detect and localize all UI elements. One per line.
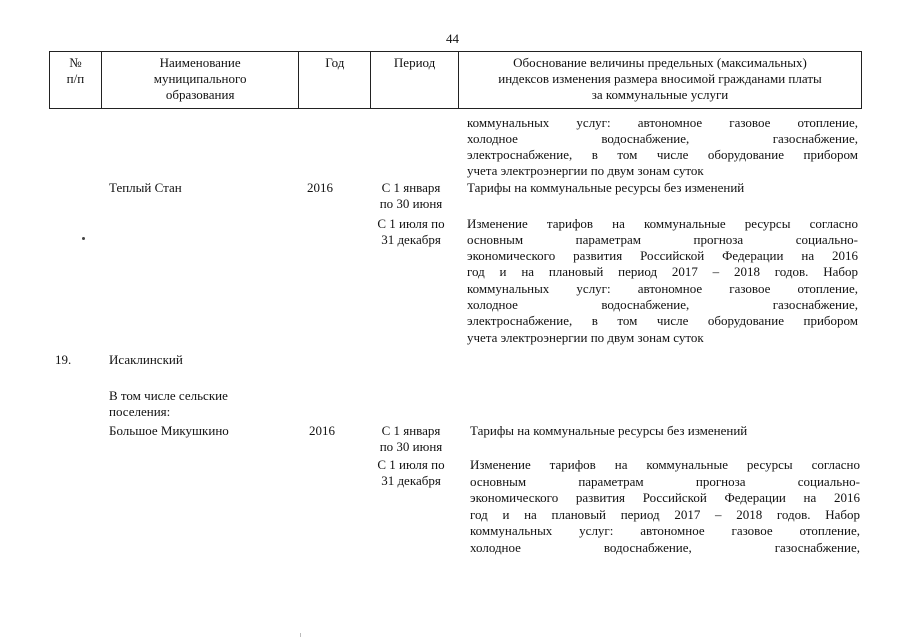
- basis-line: холодное водоснабжение, газоснабжение,: [470, 540, 860, 555]
- basis-line: год и на плановый период 2017 – 2018 годов. Набор: [470, 507, 860, 522]
- basis-line: Изменение тарифов на коммунальные ресурсы согласно: [470, 457, 860, 472]
- header-year: Год: [299, 52, 371, 108]
- header-period: Период: [371, 52, 459, 108]
- basis-line: год и на плановый период 2017 – 2018 годов. Набор: [467, 264, 858, 279]
- header-number: № п/п: [50, 52, 102, 108]
- year-cell: 2016: [309, 423, 335, 438]
- basis-line: электроснабжение, в том числе оборудование прибором: [467, 313, 858, 328]
- basis-line: учета электроэнергии по двум зонам суток: [467, 330, 704, 345]
- basis-line: холодное водоснабжение, газоснабжение,: [467, 297, 858, 312]
- basis-line: экономического развития Российской Федерации на 2016: [467, 248, 858, 263]
- basis-line: учета электроэнергии по двум зонам суток: [467, 163, 704, 178]
- year-cell: 2016: [307, 180, 333, 195]
- basis-line: холодное водоснабжение, газоснабжение,: [467, 131, 858, 146]
- basis-no-change: Тарифы на коммунальные ресурсы без изменений: [467, 180, 745, 195]
- header-basis: Обоснование величины предельных (максимальных) индексов изменения размера вносимой гражданами платы за коммунальные услуги: [498, 55, 822, 102]
- basis-line: коммунальных услуг: автономное газовое отопление,: [470, 523, 860, 538]
- page-number: 44: [446, 31, 459, 46]
- period-first-half: С 1 января по 30 июня: [379, 423, 443, 455]
- header-municipality: Наименование муниципального образования: [102, 52, 300, 108]
- municipality-name: Теплый Стан: [109, 180, 182, 195]
- row-number: 19.: [55, 352, 72, 367]
- basis-line: коммунальных услуг: автономное газовое отопление,: [467, 281, 858, 296]
- basis-no-change: Тарифы на коммунальные ресурсы без изменений: [470, 423, 748, 438]
- scan-speck: [82, 237, 85, 240]
- period-first-half: С 1 января по 30 июня: [379, 180, 443, 212]
- period-second-half: С 1 июля по 31 декабря: [377, 216, 445, 248]
- district-name: Исаклинский: [109, 352, 183, 367]
- table-header: [49, 51, 862, 109]
- period-second-half: С 1 июля по 31 декабря: [377, 457, 445, 489]
- basis-line: коммунальных услуг: автономное газовое отопление,: [467, 115, 858, 130]
- basis-line: основным параметрам прогноза социально-: [467, 232, 858, 247]
- basis-line: экономического развития Российской Федерации на 2016: [470, 490, 860, 505]
- basis-line: электроснабжение, в том числе оборудование прибором: [467, 147, 858, 162]
- municipality-name: Большое Микушкино: [109, 423, 229, 438]
- basis-line: Изменение тарифов на коммунальные ресурсы согласно: [467, 216, 858, 231]
- scan-mark: [300, 633, 301, 637]
- subheading-rural-settlements: В том числе сельские поселения:: [109, 388, 228, 420]
- basis-line: основным параметрам прогноза социально-: [470, 474, 860, 489]
